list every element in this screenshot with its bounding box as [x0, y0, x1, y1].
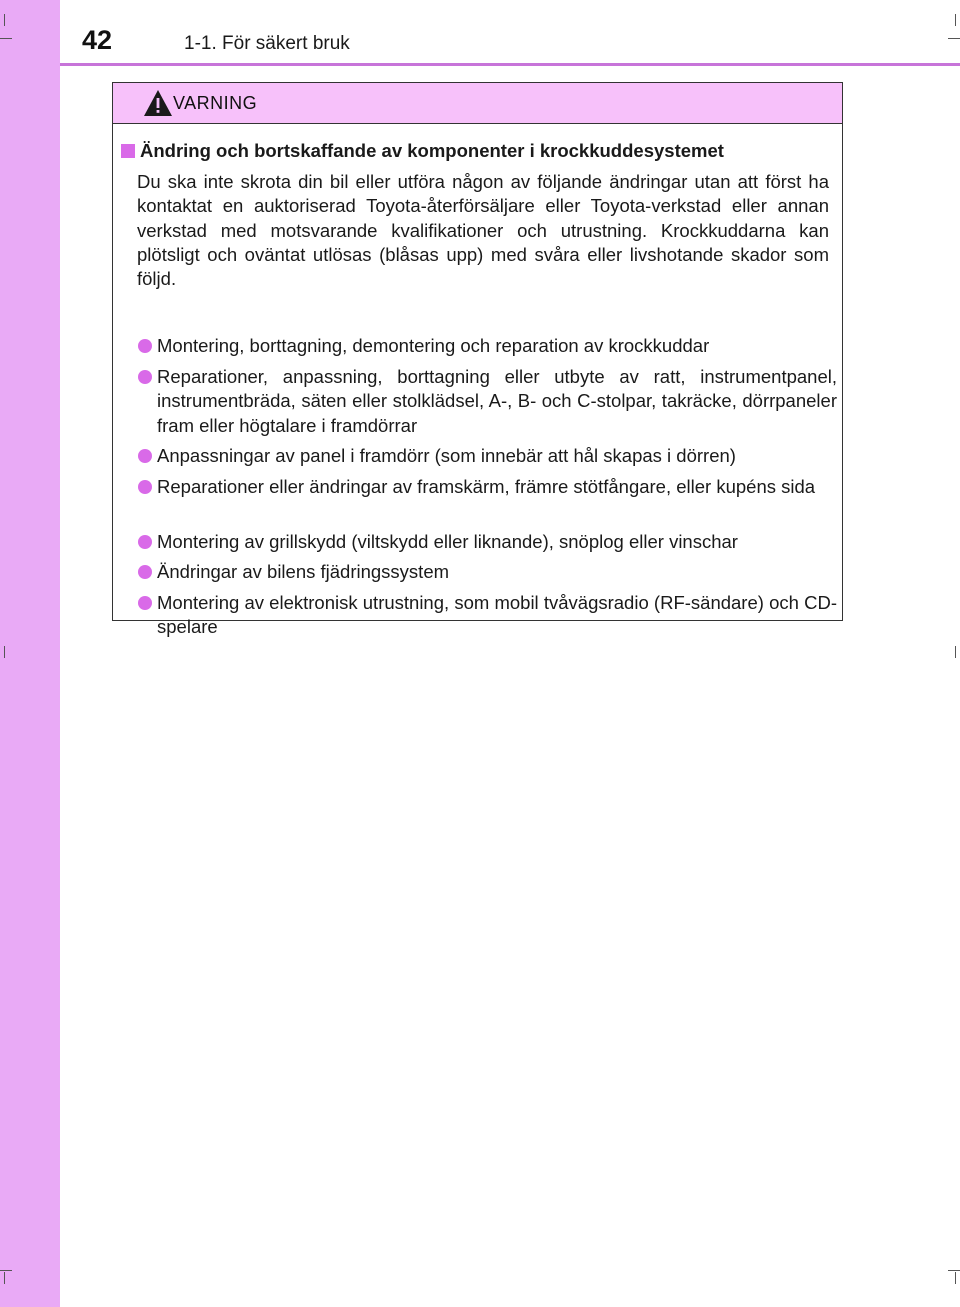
list-item-text: Reparationer, anpassning, borttagning eller utbyte av ratt, instrumentpanel, instrumentbräda, säten eller stolklädsel, A-, B- och C-stolpar, takräcke, dörrpaneler fram eller högtalare i framdörrar	[157, 366, 837, 436]
section-title: 1-1. För säkert bruk	[184, 33, 350, 54]
crop-mark	[948, 38, 960, 39]
crop-mark	[955, 646, 956, 658]
list-item-text: Montering av elektronisk utrustning, som mobil tvåvägsradio (RF-sändare) och CD-spelare	[157, 592, 837, 638]
page-number: 42	[82, 25, 113, 55]
side-color-band	[0, 0, 60, 1307]
bullet-dot-icon	[138, 596, 152, 610]
header-rule	[60, 63, 960, 66]
crop-mark	[4, 14, 5, 26]
list-item	[137, 560, 837, 584]
bullet-dot-icon	[138, 449, 152, 463]
crop-mark	[0, 38, 12, 39]
warning-heading-text: Ändring och bortskaffande av komponenter i krockkuddesystemet	[140, 140, 724, 161]
warning-header	[113, 83, 842, 124]
warning-heading	[121, 140, 831, 162]
list-item-text: Montering, borttagning, demontering och reparation av krockkuddar	[157, 335, 710, 356]
crop-mark	[4, 1272, 5, 1284]
bullet-dot-icon	[138, 370, 152, 384]
bullet-dot-icon	[138, 535, 152, 549]
list-item	[137, 365, 837, 438]
list-item-text: Ändringar av bilens fjädringssystem	[157, 561, 450, 582]
bullet-dot-icon	[138, 339, 152, 353]
crop-mark	[4, 646, 5, 658]
warning-triangle-icon	[143, 89, 173, 117]
crop-mark	[0, 1270, 12, 1271]
square-bullet-icon	[121, 144, 135, 158]
crop-mark	[955, 1272, 956, 1284]
crop-mark	[955, 14, 956, 26]
list-item	[137, 591, 837, 640]
bullet-dot-icon	[138, 565, 152, 579]
warning-label: VARNING	[173, 93, 258, 113]
list-item-text: Reparationer eller ändringar av framskärm, främre stötfångare, eller kupéns sida	[157, 476, 816, 497]
list-item	[137, 444, 837, 468]
list-item-text: Montering av grillskydd (viltskydd eller liknande), snöplog eller vinschar	[157, 531, 738, 552]
crop-mark	[948, 1270, 960, 1271]
bullet-dot-icon	[138, 480, 152, 494]
list-item	[137, 475, 837, 499]
list-item	[137, 530, 837, 554]
list-item-text: Anpassningar av panel i framdörr (som innebär att hål skapas i dörren)	[157, 445, 736, 466]
list-item	[137, 334, 837, 358]
warning-intro: Du ska inte skrota din bil eller utföra någon av följande ändringar utan att först ha kontaktat en auktoriserad Toyota-återförsäljare eller Toyota-verkstad eller annan verkstad med motsvarande kvalifikationer och utrustning. Krockkuddarna kan plötsligt och oväntat utlösas (blåsas upp) med svåra eller livshotande skador som följd.	[137, 171, 829, 290]
warning-box	[112, 82, 843, 638]
